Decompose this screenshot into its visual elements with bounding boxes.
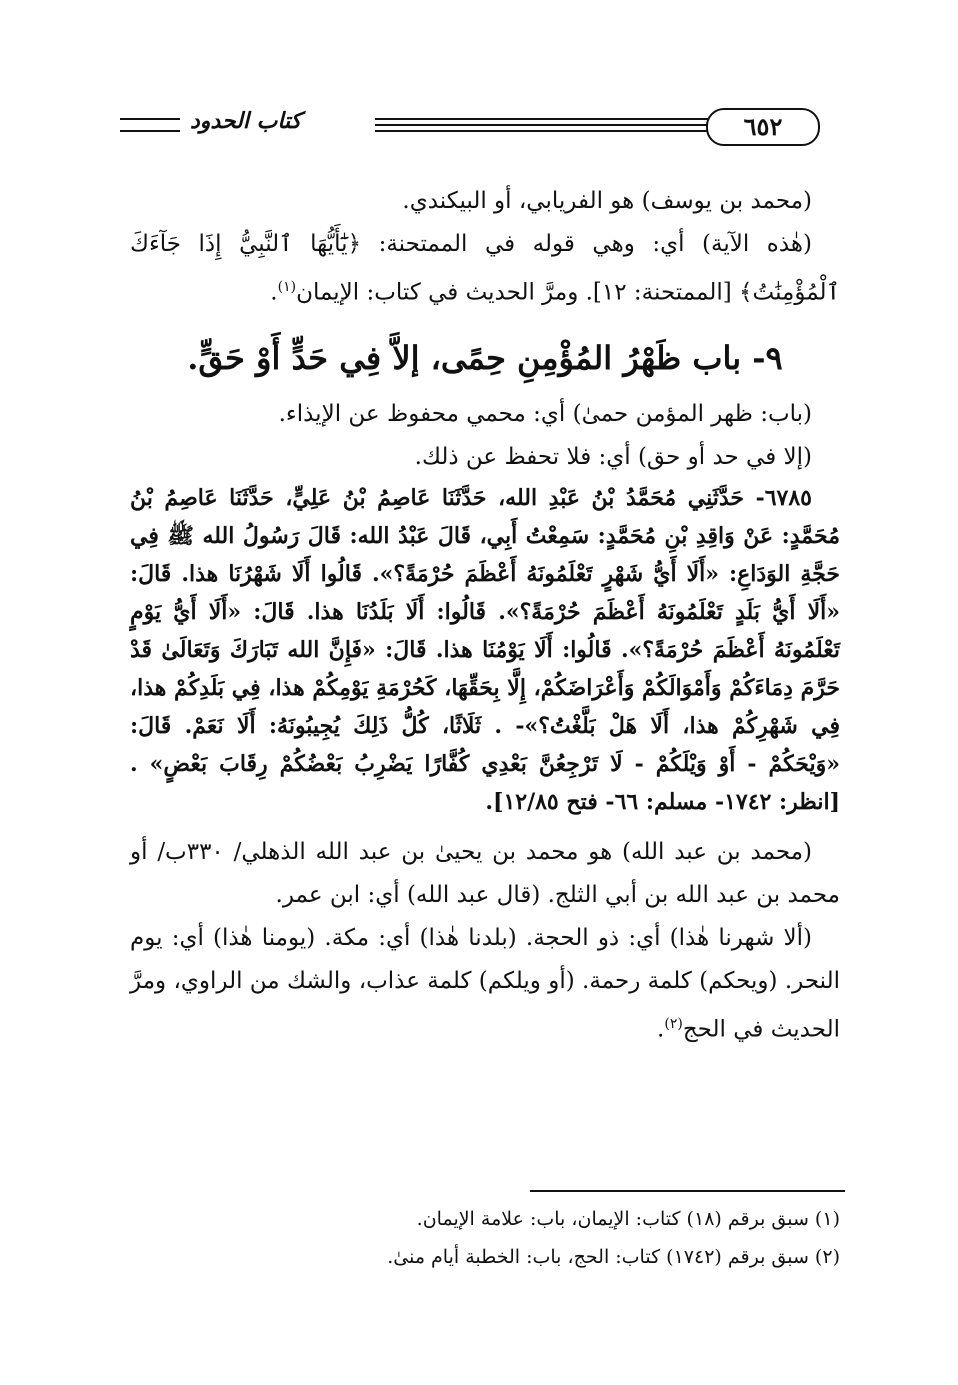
- paragraph-6-end: .: [657, 1016, 665, 1043]
- chapter-heading: ٩- باب ظَهْرُ المُؤْمِنِ حِمًى، إلاَّ فِي حَدٍّ أَوْ حَقٍّ.: [187, 338, 783, 377]
- paragraph-2-end: .: [270, 279, 278, 306]
- header-rule: [375, 118, 715, 120]
- header-rule: [375, 130, 715, 132]
- header-rule: [120, 118, 180, 120]
- paragraph-6-text: (ألا شهرنا هٰذا) أي: ذو الحجة. (بلدنا هٰذا) أي: مكة. (يومنا هٰذا) أي: يوم النحر. (ويحكم) كلمة رحمة. (أو ويلكم) كلمة عذاب، والشك من الراوي، ومرَّ الحديث في الحج: [130, 924, 840, 1043]
- footnote-ref-1: (١): [277, 279, 297, 295]
- header-rule: [120, 130, 180, 132]
- paragraph-2-text: (هٰذه الآية) أي: وهي قوله في الممتحنة: ﴿يَٰٓأَيُّهَا ٱلنَّبِيُّ إِذَا جَآءَكَ ٱلْمُؤْمِنَٰتُ﴾ [الممتحنة: ١٢]. ومرَّ الحديث في كتاب: الإيمان: [130, 231, 840, 306]
- page-header: [120, 100, 840, 150]
- paragraph-2: [130, 223, 840, 315]
- header-rule: [375, 124, 715, 126]
- paragraph-3: (باب: ظهر المؤمن حمىٰ) أي: محمي محفوظ عن الإيذاء.: [278, 400, 812, 427]
- footnotes: [130, 1200, 840, 1276]
- paragraph-6: [130, 917, 840, 1052]
- footnote-ref-2: (٢): [664, 1015, 683, 1032]
- footnote-1: (١) سبق برقم (١٨) كتاب: الإيمان، باب: علامة الإيمان.: [416, 1208, 840, 1230]
- paragraph-1: (محمد بن يوسف) هو الفريابي، أو البيكندي.: [402, 188, 812, 214]
- book-title: كتاب الحدود: [190, 108, 302, 134]
- page-body: [130, 180, 840, 1051]
- footnote-divider: [530, 1190, 845, 1192]
- hadith-text: ٦٧٨٥- حَدَّثَنِي مُحَمَّدُ بْنُ عَبْدِ الله، حَدَّثَنَا عَاصِمُ بْنُ عَلِيٍّ، حَدَّثَنَا عَاصِمُ بْنُ مُحَمَّدٍ: عَنْ وَاقِدِ بْنِ مُحَمَّدٍ: سَمِعْتُ أَبِي، قَالَ عَبْدُ الله: قَالَ رَسُولُ الله ﷺ فِي حَجَّةِ الوَدَاعِ: «أَلَا أَيُّ شَهْرٍ تَعْلَمُونَهُ أَعْظَمَ حُرْمَةً؟». قَالُوا أَلَا شَهْرُنَا هذا. قَالَ: «أَلَا أَيُّ بَلَدٍ تَعْلَمُونَهُ أَعْظَمَ حُرْمَةً؟». قَالُوا: أَلَا بَلَدُنَا هذا. قَالَ: «أَلَا أَيُّ يَوْمٍ تَعْلَمُونَهُ أَعْظَمَ حُرْمَةً؟». قَالُوا: أَلَا يَوْمُنَا هذا. قَالَ: «فَإِنَّ الله تَبَارَكَ وَتَعَالَىٰ قَدْ حَرَّمَ دِمَاءَكُمْ وَأَمْوَالَكُمْ وَأَعْرَاضَكُمْ، إِلَّا بِحَقِّهَا، كَحُرْمَةِ يَوْمِكُمْ هذا، فِي بَلَدِكُمْ هذا، فِي شَهْرِكُمْ هذا، أَلَا هَلْ بَلَّغْتُ؟»- . ثَلَاثًا، كُلُّ ذَلِكَ يُجِيبُونَهُ: أَلَا نَعَمْ. قَالَ: «وَيْحَكُمْ - أَوْ وَيْلَكُمْ - لَا تَرْجِعُنَّ بَعْدِي كُفَّارًا يَضْرِبُ بَعْضُكُمْ رِقَابَ بَعْضٍ» .[انظر: ١٧٤٢- مسلم: ٦٦- فتح ١٢/٨٥].: [130, 484, 840, 815]
- page-number: ٦٥٢: [706, 108, 820, 146]
- footnote-2: (٢) سبق برقم (١٧٤٢) كتاب: الحج، باب: الخطبة أيام منىٰ.: [387, 1246, 840, 1268]
- paragraph-5: (محمد بن عبد الله) هو محمد بن يحيىٰ بن عبد الله الذهلي/ ٣٣٠ب/ أو محمد بن عبد الله بن أبي الثلج. (قال عبد الله) أي: ابن عمر.: [130, 838, 840, 908]
- paragraph-4: (إلا في حد أو حق) أي: فلا تحفظ عن ذلك.: [414, 443, 812, 470]
